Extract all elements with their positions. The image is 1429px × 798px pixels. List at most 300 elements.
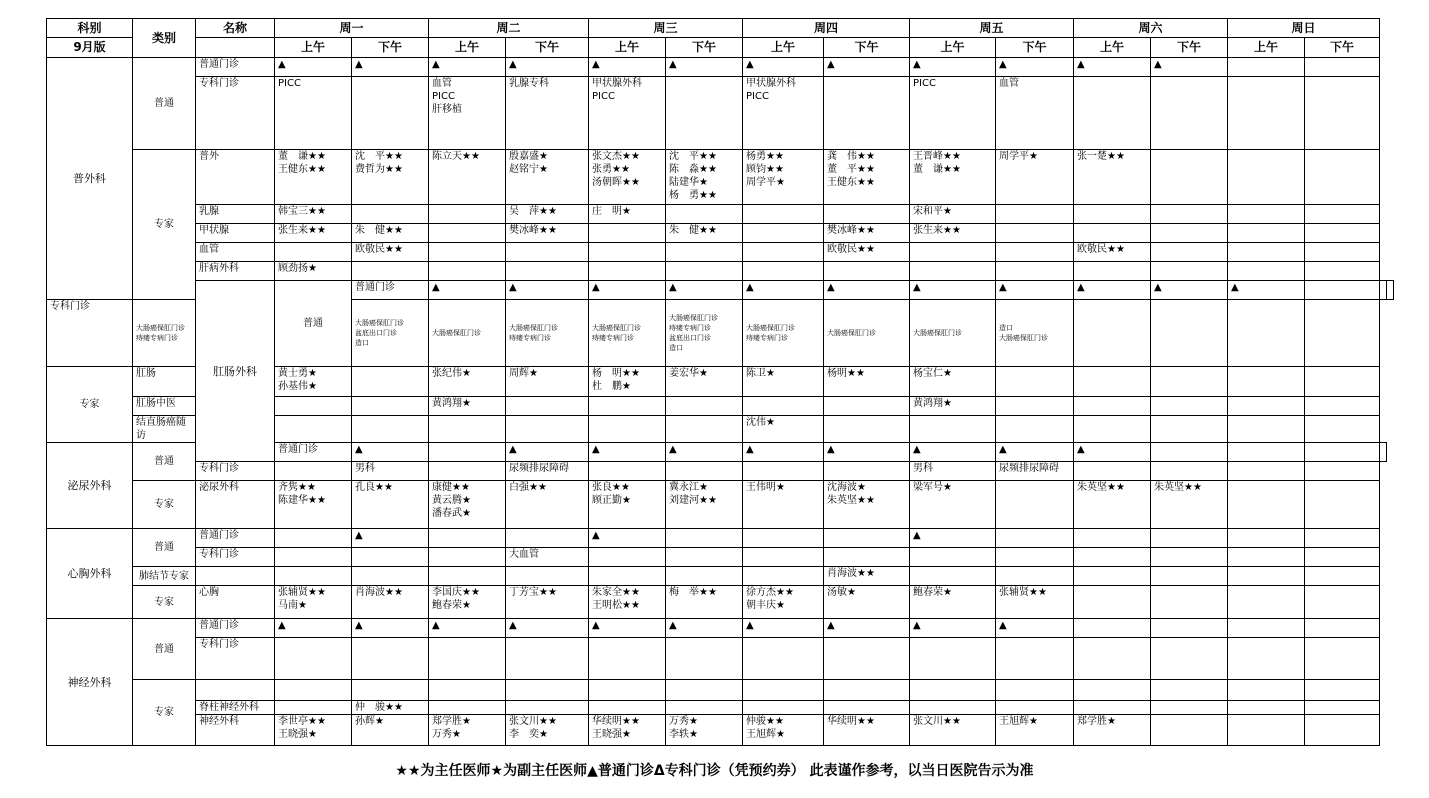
schedule-row bbox=[47, 638, 1394, 680]
schedule-row bbox=[47, 262, 1394, 281]
schedule-cell bbox=[743, 397, 824, 416]
schedule-cell: 欧敬民★★ bbox=[824, 243, 910, 262]
schedule-cell: ▲ bbox=[352, 443, 429, 462]
schedule-cell: ▲ bbox=[1151, 281, 1228, 300]
schedule-cell bbox=[1074, 567, 1151, 586]
schedule-cell: 陈立天★★ bbox=[429, 150, 506, 205]
schedule-cell: 大肠癌保肛门诊 bbox=[824, 300, 910, 367]
schedule-cell bbox=[589, 567, 666, 586]
schedule-cell bbox=[1305, 367, 1380, 397]
schedule-cell bbox=[1151, 416, 1228, 443]
schedule-cell bbox=[1305, 58, 1380, 77]
schedule-cell bbox=[1151, 243, 1228, 262]
department-cell: 心胸外科 bbox=[47, 529, 133, 619]
schedule-cell: 尿频排尿障碍 bbox=[506, 462, 589, 481]
schedule-cell bbox=[1228, 638, 1305, 680]
schedule-cell bbox=[666, 243, 743, 262]
schedule-cell: 黄鸿翔★ bbox=[429, 397, 506, 416]
schedule-cell: 血管 bbox=[996, 77, 1074, 150]
schedule-cell bbox=[1151, 586, 1228, 619]
schedule-cell: ▲ bbox=[666, 58, 743, 77]
schedule-cell bbox=[743, 567, 824, 586]
schedule-cell: 大肠癌保肛门诊 痔瘘专病门诊 bbox=[133, 300, 196, 367]
schedule-cell: ▲ bbox=[1151, 58, 1228, 77]
schedule-row bbox=[47, 243, 1394, 262]
schedule-cell bbox=[352, 638, 429, 680]
schedule-cell: 大肠癌保肛门诊 bbox=[429, 300, 506, 367]
clinic-name-cell: 专科门诊 bbox=[47, 300, 133, 367]
schedule-row bbox=[47, 150, 1394, 205]
schedule-cell bbox=[589, 243, 666, 262]
schedule-cell bbox=[1380, 443, 1387, 462]
schedule-cell: 仲骏★★ 王旭辉★ bbox=[743, 715, 824, 746]
schedule-cell bbox=[996, 416, 1074, 443]
schedule-cell bbox=[1151, 205, 1228, 224]
schedule-row bbox=[47, 619, 1394, 638]
header-day: 周日 bbox=[1228, 19, 1380, 38]
schedule-cell bbox=[1151, 680, 1228, 701]
category-cell: 普通 bbox=[133, 443, 196, 481]
schedule-cell: 李国庆★★ 鲍春荣★ bbox=[429, 586, 506, 619]
schedule-cell: PICC bbox=[910, 77, 996, 150]
schedule-cell bbox=[1151, 300, 1228, 367]
schedule-cell bbox=[824, 529, 910, 548]
schedule-cell bbox=[352, 548, 429, 567]
clinic-name-cell: 普通门诊 bbox=[196, 58, 275, 77]
schedule-cell: ▲ bbox=[352, 58, 429, 77]
schedule-cell: 张生来★★ bbox=[275, 224, 352, 243]
clinic-name-cell: 泌尿外科 bbox=[196, 481, 275, 529]
schedule-cell: 康健★★ 黄云腾★ 潘春武★ bbox=[429, 481, 506, 529]
schedule-cell bbox=[275, 567, 352, 586]
schedule-cell: ▲ bbox=[352, 619, 429, 638]
schedule-cell: 大肠癌保肛门诊 bbox=[910, 300, 996, 367]
schedule-cell: 男科 bbox=[352, 462, 429, 481]
schedule-cell: 杨勇★★ 顾钧★★ 周学平★ bbox=[743, 150, 824, 205]
schedule-cell: ▲ bbox=[910, 529, 996, 548]
schedule-cell: 王旭辉★ bbox=[996, 715, 1074, 746]
schedule-cell: ▲ bbox=[996, 58, 1074, 77]
header-pm: 下午 bbox=[506, 38, 589, 58]
header-am: 上午 bbox=[743, 38, 824, 58]
schedule-cell bbox=[1228, 567, 1305, 586]
schedule-cell bbox=[1228, 443, 1305, 462]
schedule-cell bbox=[1074, 638, 1151, 680]
schedule-cell: ▲ bbox=[506, 58, 589, 77]
schedule-cell bbox=[1305, 443, 1380, 462]
schedule-row bbox=[47, 567, 1394, 586]
schedule-cell: 张辅贤★★ 马南★ bbox=[275, 586, 352, 619]
schedule-cell: 郑学胜★ 万秀★ bbox=[429, 715, 506, 746]
schedule-cell bbox=[429, 567, 506, 586]
legend-footer: ★★为主任医师★为副主任医师▲普通门诊Δ专科门诊（凭预约券） 此表谨作参考，以当日医院告示为准 bbox=[395, 763, 1034, 779]
schedule-cell bbox=[910, 567, 996, 586]
schedule-row bbox=[47, 548, 1394, 567]
schedule-cell: ▲ bbox=[275, 58, 352, 77]
schedule-cell bbox=[666, 397, 743, 416]
category-cell: 普通 bbox=[133, 619, 196, 680]
schedule-cell bbox=[996, 224, 1074, 243]
schedule-cell: ▲ bbox=[1074, 281, 1151, 300]
schedule-cell: ▲ bbox=[506, 281, 589, 300]
schedule-cell bbox=[429, 224, 506, 243]
schedule-cell bbox=[429, 548, 506, 567]
schedule-cell bbox=[910, 243, 996, 262]
header-category: 类别 bbox=[133, 19, 196, 58]
schedule-cell bbox=[824, 397, 910, 416]
schedule-cell: 朱英坚★★ bbox=[1151, 481, 1228, 529]
schedule-cell: ▲ bbox=[1228, 281, 1305, 300]
schedule-row bbox=[47, 224, 1394, 243]
schedule-cell bbox=[506, 701, 589, 715]
schedule-cell: ▲ bbox=[743, 58, 824, 77]
header-name: 名称 bbox=[196, 19, 275, 38]
schedule-cell bbox=[996, 548, 1074, 567]
schedule-row bbox=[47, 462, 1394, 481]
schedule-cell bbox=[429, 638, 506, 680]
schedule-cell: 张良★★ 顾正勤★ bbox=[589, 481, 666, 529]
schedule-cell bbox=[1305, 567, 1380, 586]
schedule-cell bbox=[1305, 205, 1380, 224]
schedule-cell bbox=[1228, 150, 1305, 205]
schedule-cell bbox=[1305, 462, 1380, 481]
schedule-cell bbox=[996, 367, 1074, 397]
schedule-cell bbox=[1305, 638, 1380, 680]
schedule-cell bbox=[1228, 715, 1305, 746]
schedule-cell bbox=[1380, 281, 1387, 300]
schedule-cell bbox=[666, 416, 743, 443]
schedule-cell bbox=[743, 529, 824, 548]
schedule-cell: ▲ bbox=[275, 619, 352, 638]
schedule-cell bbox=[429, 443, 506, 462]
schedule-cell: 梁军号★ bbox=[910, 481, 996, 529]
schedule-cell bbox=[1228, 462, 1305, 481]
schedule-cell: 庄 明★ bbox=[589, 205, 666, 224]
schedule-cell: 朱 健★★ bbox=[352, 224, 429, 243]
schedule-cell: ▲ bbox=[506, 619, 589, 638]
schedule-cell bbox=[275, 680, 352, 701]
header-day: 周一 bbox=[275, 19, 429, 38]
category-cell: 专家 bbox=[133, 150, 196, 300]
schedule-cell: 欧敬民★★ bbox=[352, 243, 429, 262]
header-pm: 下午 bbox=[996, 38, 1074, 58]
schedule-cell bbox=[910, 262, 996, 281]
schedule-cell: 张文川★★ bbox=[910, 715, 996, 746]
schedule-cell bbox=[589, 680, 666, 701]
schedule-cell: 甲状腺外科 PICC bbox=[589, 77, 666, 150]
schedule-cell: ▲ bbox=[910, 58, 996, 77]
schedule-cell: 鲍春荣★ bbox=[910, 586, 996, 619]
schedule-cell: ▲ bbox=[824, 443, 910, 462]
header-day: 周五 bbox=[910, 19, 1074, 38]
schedule-cell: ▲ bbox=[910, 619, 996, 638]
schedule-cell bbox=[589, 416, 666, 443]
schedule-cell bbox=[910, 680, 996, 701]
schedule-cell: 大肠癌保肛门诊 痔瘘专病门诊 盆底出口门诊 造口 bbox=[666, 300, 743, 367]
schedule-cell: 华续明★★ bbox=[824, 715, 910, 746]
schedule-cell bbox=[589, 262, 666, 281]
schedule-cell bbox=[275, 462, 352, 481]
schedule-cell: 徐方杰★★ 朝丰庆★ bbox=[743, 586, 824, 619]
schedule-cell bbox=[1305, 715, 1380, 746]
schedule-cell: ▲ bbox=[1074, 443, 1151, 462]
schedule-cell: 齐隽★★ 陈建华★★ bbox=[275, 481, 352, 529]
schedule-cell bbox=[275, 416, 352, 443]
schedule-cell bbox=[1074, 701, 1151, 715]
category-cell: 肺结节专家 bbox=[133, 567, 196, 586]
schedule-cell bbox=[996, 243, 1074, 262]
schedule-cell bbox=[1228, 680, 1305, 701]
schedule-cell bbox=[1228, 243, 1305, 262]
schedule-cell bbox=[1305, 680, 1380, 701]
schedule-row bbox=[47, 529, 1394, 548]
schedule-row bbox=[47, 481, 1394, 529]
schedule-cell bbox=[506, 567, 589, 586]
schedule-cell bbox=[824, 680, 910, 701]
schedule-cell: ▲ bbox=[910, 281, 996, 300]
schedule-cell bbox=[275, 243, 352, 262]
schedule-cell: ▲ bbox=[506, 443, 589, 462]
schedule-cell: 周辉★ bbox=[506, 367, 589, 397]
edition-label: 9月版 bbox=[47, 38, 133, 58]
schedule-cell: ▲ bbox=[996, 281, 1074, 300]
schedule-cell: 尿频排尿障碍 bbox=[996, 462, 1074, 481]
schedule-cell: 仲 骏★★ bbox=[352, 701, 429, 715]
clinic-name-cell: 普通门诊 bbox=[196, 619, 275, 638]
header-pm: 下午 bbox=[352, 38, 429, 58]
schedule-cell: 大肠癌保肛门诊 盆底出口门诊 造口 bbox=[352, 300, 429, 367]
schedule-cell bbox=[275, 529, 352, 548]
schedule-cell bbox=[506, 416, 589, 443]
schedule-cell: 黄士勇★ 孙基伟★ bbox=[275, 367, 352, 397]
schedule-cell: 血管 PICC 肝移植 bbox=[429, 77, 506, 150]
schedule-cell bbox=[429, 262, 506, 281]
schedule-cell bbox=[1228, 481, 1305, 529]
clinic-name-cell: 血管 bbox=[196, 243, 275, 262]
schedule-cell bbox=[996, 680, 1074, 701]
schedule-cell bbox=[910, 701, 996, 715]
schedule-cell: ▲ bbox=[1074, 58, 1151, 77]
schedule-cell: ▲ bbox=[996, 619, 1074, 638]
schedule-cell bbox=[1074, 680, 1151, 701]
schedule-cell bbox=[666, 638, 743, 680]
clinic-name-cell: 普通门诊 bbox=[196, 529, 275, 548]
schedule-cell bbox=[1228, 205, 1305, 224]
schedule-cell: 欧敬民★★ bbox=[1074, 243, 1151, 262]
schedule-cell: 沈伟★ bbox=[743, 416, 824, 443]
schedule-cell bbox=[824, 416, 910, 443]
schedule-cell: 张文川★★ 李 奕★ bbox=[506, 715, 589, 746]
schedule-cell bbox=[352, 77, 429, 150]
schedule-row bbox=[47, 205, 1394, 224]
schedule-cell: 沈 平★★ 费哲为★★ bbox=[352, 150, 429, 205]
schedule-cell bbox=[1305, 224, 1380, 243]
schedule-cell bbox=[1228, 300, 1305, 367]
department-cell: 神经外科 bbox=[47, 619, 133, 746]
schedule-cell bbox=[743, 243, 824, 262]
schedule-cell: 朱家全★★ 王明松★★ bbox=[589, 586, 666, 619]
schedule-cell bbox=[1151, 638, 1228, 680]
schedule-cell bbox=[429, 416, 506, 443]
schedule-cell bbox=[1074, 397, 1151, 416]
schedule-cell: 汤敏★ bbox=[824, 586, 910, 619]
schedule-cell: 杨明★★ bbox=[824, 367, 910, 397]
schedule-cell: 沈 平★★ 陈 淼★★ 陆建华★ 杨 勇★★ bbox=[666, 150, 743, 205]
schedule-cell bbox=[429, 243, 506, 262]
schedule-cell bbox=[506, 243, 589, 262]
department-cell: 普外科 bbox=[47, 58, 133, 300]
schedule-cell bbox=[1074, 586, 1151, 619]
schedule-cell bbox=[1228, 619, 1305, 638]
schedule-cell bbox=[910, 638, 996, 680]
clinic-name-cell: 专科门诊 bbox=[196, 462, 275, 481]
schedule-cell: 甲状腺外科 PICC bbox=[743, 77, 824, 150]
schedule-cell bbox=[1151, 701, 1228, 715]
schedule-cell bbox=[1074, 77, 1151, 150]
schedule-cell bbox=[352, 367, 429, 397]
schedule-cell: 张辅贤★★ bbox=[996, 586, 1074, 619]
header-dept: 科别 bbox=[47, 19, 133, 38]
schedule-cell: ▲ bbox=[743, 443, 824, 462]
schedule-cell bbox=[1228, 77, 1305, 150]
clinic-name-cell: 神经外科 bbox=[196, 715, 275, 746]
schedule-cell: ▲ bbox=[352, 529, 429, 548]
schedule-cell: 董 谦★★ 王健东★★ bbox=[275, 150, 352, 205]
header-pm: 下午 bbox=[666, 38, 743, 58]
clinic-name-cell: 脊柱神经外科 bbox=[196, 701, 275, 715]
schedule-cell: 韩宝三★★ bbox=[275, 205, 352, 224]
clinic-name-cell: 肛肠 bbox=[133, 367, 196, 397]
clinic-name-cell: 心胸 bbox=[196, 586, 275, 619]
header-day: 周六 bbox=[1074, 19, 1228, 38]
schedule-cell bbox=[275, 548, 352, 567]
clinic-name-cell: 专科门诊 bbox=[196, 548, 275, 567]
schedule-cell bbox=[1228, 224, 1305, 243]
schedule-cell bbox=[589, 548, 666, 567]
header-am: 上午 bbox=[910, 38, 996, 58]
schedule-cell bbox=[996, 397, 1074, 416]
category-cell: 普通 bbox=[275, 281, 352, 367]
schedule-cell bbox=[275, 701, 352, 715]
schedule-cell: 万秀★ 李轶★ bbox=[666, 715, 743, 746]
schedule-cell bbox=[1228, 262, 1305, 281]
schedule-cell bbox=[352, 567, 429, 586]
schedule-cell: 丁芳宝★★ bbox=[506, 586, 589, 619]
schedule-cell: 张纪伟★ bbox=[429, 367, 506, 397]
schedule-cell bbox=[352, 397, 429, 416]
schedule-cell bbox=[996, 567, 1074, 586]
schedule-cell: ▲ bbox=[589, 529, 666, 548]
header-pm: 下午 bbox=[824, 38, 910, 58]
schedule-cell bbox=[275, 638, 352, 680]
schedule-cell bbox=[352, 416, 429, 443]
schedule-cell: 王晋峰★★ 董 谦★★ bbox=[910, 150, 996, 205]
schedule-cell: 朱英坚★★ bbox=[1074, 481, 1151, 529]
header-row-days bbox=[47, 19, 1394, 38]
schedule-cell bbox=[666, 462, 743, 481]
schedule-cell: 男科 bbox=[910, 462, 996, 481]
schedule-cell: ▲ bbox=[743, 281, 824, 300]
schedule-cell: 黄鸿翔★ bbox=[910, 397, 996, 416]
schedule-cell bbox=[429, 205, 506, 224]
schedule-cell: 华续明★★ 王晓强★ bbox=[589, 715, 666, 746]
header-row-halfday bbox=[47, 38, 1394, 58]
schedule-cell bbox=[589, 638, 666, 680]
schedule-cell: ▲ bbox=[666, 619, 743, 638]
schedule-cell bbox=[666, 701, 743, 715]
schedule-cell bbox=[1074, 262, 1151, 281]
schedule-cell: 郑学胜★ bbox=[1074, 715, 1151, 746]
schedule-cell bbox=[666, 529, 743, 548]
schedule-cell bbox=[506, 397, 589, 416]
schedule-cell bbox=[996, 701, 1074, 715]
schedule-cell bbox=[429, 701, 506, 715]
schedule-cell bbox=[1228, 58, 1305, 77]
schedule-cell bbox=[1305, 481, 1380, 529]
schedule-cell bbox=[743, 701, 824, 715]
schedule-cell: ▲ bbox=[589, 281, 666, 300]
department-cell: 肛肠外科 bbox=[196, 281, 275, 462]
schedule-cell: ▲ bbox=[743, 619, 824, 638]
schedule-cell bbox=[1387, 281, 1394, 300]
clinic-name-cell: 专科门诊 bbox=[196, 638, 275, 680]
schedule-cell bbox=[666, 567, 743, 586]
schedule-cell bbox=[1074, 205, 1151, 224]
schedule-cell: 冀永江★ 刘建河★★ bbox=[666, 481, 743, 529]
schedule-cell: 张生来★★ bbox=[910, 224, 996, 243]
schedule-cell: ▲ bbox=[429, 58, 506, 77]
clinic-name-cell: 结直肠癌随访 bbox=[133, 416, 196, 443]
schedule-cell bbox=[1151, 619, 1228, 638]
schedule-cell bbox=[1151, 548, 1228, 567]
schedule-cell bbox=[743, 462, 824, 481]
schedule-cell bbox=[1305, 300, 1380, 367]
schedule-cell bbox=[996, 481, 1074, 529]
schedule-cell: 杨宝仁★ bbox=[910, 367, 996, 397]
schedule-cell: 吴 萍★★ bbox=[506, 205, 589, 224]
schedule-cell bbox=[1151, 150, 1228, 205]
clinic-name-cell bbox=[196, 680, 275, 701]
schedule-cell bbox=[1228, 586, 1305, 619]
schedule-cell bbox=[429, 529, 506, 548]
category-cell: 专家 bbox=[133, 481, 196, 529]
header-empty bbox=[196, 38, 275, 58]
category-cell: 普通 bbox=[133, 58, 196, 150]
schedule-cell: ▲ bbox=[996, 443, 1074, 462]
schedule-cell bbox=[589, 701, 666, 715]
schedule-cell: 造口 大肠癌保肛门诊 bbox=[996, 300, 1074, 367]
schedule-cell bbox=[1305, 243, 1380, 262]
schedule-cell: ▲ bbox=[824, 58, 910, 77]
schedule-cell bbox=[1151, 529, 1228, 548]
schedule-cell bbox=[1305, 529, 1380, 548]
schedule-cell: 朱 健★★ bbox=[666, 224, 743, 243]
schedule-cell: ▲ bbox=[589, 443, 666, 462]
category-cell: 专家 bbox=[133, 680, 196, 746]
schedule-cell bbox=[824, 462, 910, 481]
schedule-cell: ▲ bbox=[589, 619, 666, 638]
schedule-cell: ▲ bbox=[824, 281, 910, 300]
schedule-cell bbox=[1228, 397, 1305, 416]
schedule-cell bbox=[743, 680, 824, 701]
schedule-cell: 大肠癌保肛门诊 痔瘘专病门诊 bbox=[506, 300, 589, 367]
schedule-cell bbox=[1151, 262, 1228, 281]
schedule-cell: 大肠癌保肛门诊 痔瘘专病门诊 bbox=[743, 300, 824, 367]
schedule-cell: 大血管 bbox=[506, 548, 589, 567]
header-am: 上午 bbox=[1074, 38, 1151, 58]
schedule-cell bbox=[743, 262, 824, 281]
schedule-cell bbox=[824, 205, 910, 224]
